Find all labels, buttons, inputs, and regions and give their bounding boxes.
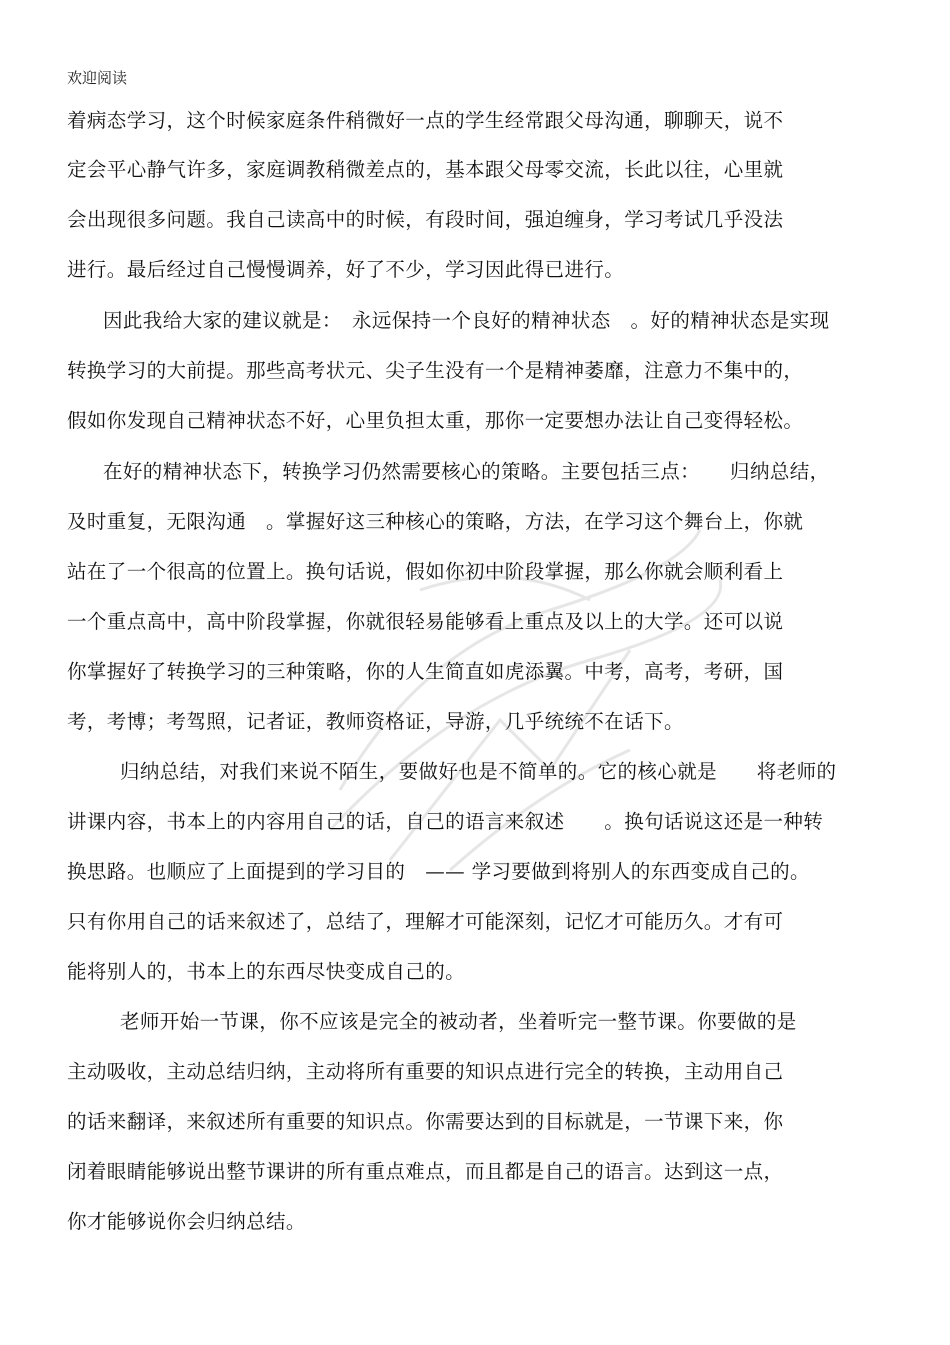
text-line: 你掌握好了转换学习的三种策略，你的人生简直如虎添翼。中考，高考，考研，国 [67, 660, 784, 683]
text-line: 的话来翻译，来叙述所有重要的知识点。你需要达到的目标就是，一节课下来，你 [67, 1110, 784, 1133]
text-line: 一个重点高中，高中阶段掌握，你就很轻易能够看上重点及以上的大学。还可以说 [67, 610, 784, 633]
text-line: 进行。最后经过自己慢慢调养，好了不少，学习因此得已进行。 [67, 258, 625, 281]
text-line: 因此我给大家的建议就是： 永远保持一个良好的精神状态 。好的精神状态是实现 [103, 309, 830, 332]
text-line: 着病态学习，这个时候家庭条件稍微好一点的学生经常跟父母沟通，聊聊天，说不 [67, 109, 784, 132]
text-line: 假如你发现自己精神状态不好，心里负担太重，那你一定要想办法让自己变得轻松。 [67, 409, 804, 432]
text-line: 及时重复，无限沟通 。掌握好这三种核心的策略，方法，在学习这个舞台上，你就 [67, 510, 804, 533]
text-line: 只有你用自己的话来叙述了，总结了，理解才可能深刻，记忆才可能历久。才有可 [67, 910, 784, 933]
text-line: 定会平心静气许多，家庭调教稍微差点的，基本跟父母零交流，长此以往，心里就 [67, 158, 784, 181]
text-line: 换思路。也顺应了上面提到的学习目的 —— 学习要做到将别人的东西变成自己的。 [67, 860, 810, 883]
text-line: 讲课内容，书本上的内容用自己的话，自己的语言来叙述 。换句话说这还是一种转 [67, 810, 824, 833]
text-line: 在好的精神状态下，转换学习仍然需要核心的策略。主要包括三点： 归纳总结， [103, 460, 830, 483]
text-line: 你才能够说你会归纳总结。 [67, 1210, 306, 1233]
text-line: 转换学习的大前提。那些高考状元、尖子生没有一个是精神萎靡，注意力不集中的， [67, 359, 804, 382]
text-line: 老师开始一节课，你不应该是完全的被动者，坐着听完一整节课。你要做的是 [120, 1010, 797, 1033]
text-line: 会出现很多问题。我自己读高中的时候，有段时间，强迫缠身，学习考试几乎没法 [67, 208, 784, 231]
text-line: 考，考博；考驾照，记者证，教师资格证，导游，几乎统统不在话下。 [67, 710, 684, 733]
text-line: 归纳总结，对我们来说不陌生，要做好也是不简单的。它的核心就是 将老师的 [120, 760, 837, 783]
text-line: 站在了一个很高的位置上。换句话说，假如你初中阶段掌握，那么你就会顺利看上 [67, 560, 784, 583]
text-line: 闭着眼睛能够说出整节课讲的所有重点难点，而且都是自己的语言。达到这一点， [67, 1160, 784, 1183]
text-line: 主动吸收，主动总结归纳，主动将所有重要的知识点进行完全的转换，主动用自己 [67, 1060, 784, 1083]
page-header: 欢迎阅读 [67, 69, 128, 87]
text-line: 能将别人的，书本上的东西尽快变成自己的。 [67, 960, 466, 983]
